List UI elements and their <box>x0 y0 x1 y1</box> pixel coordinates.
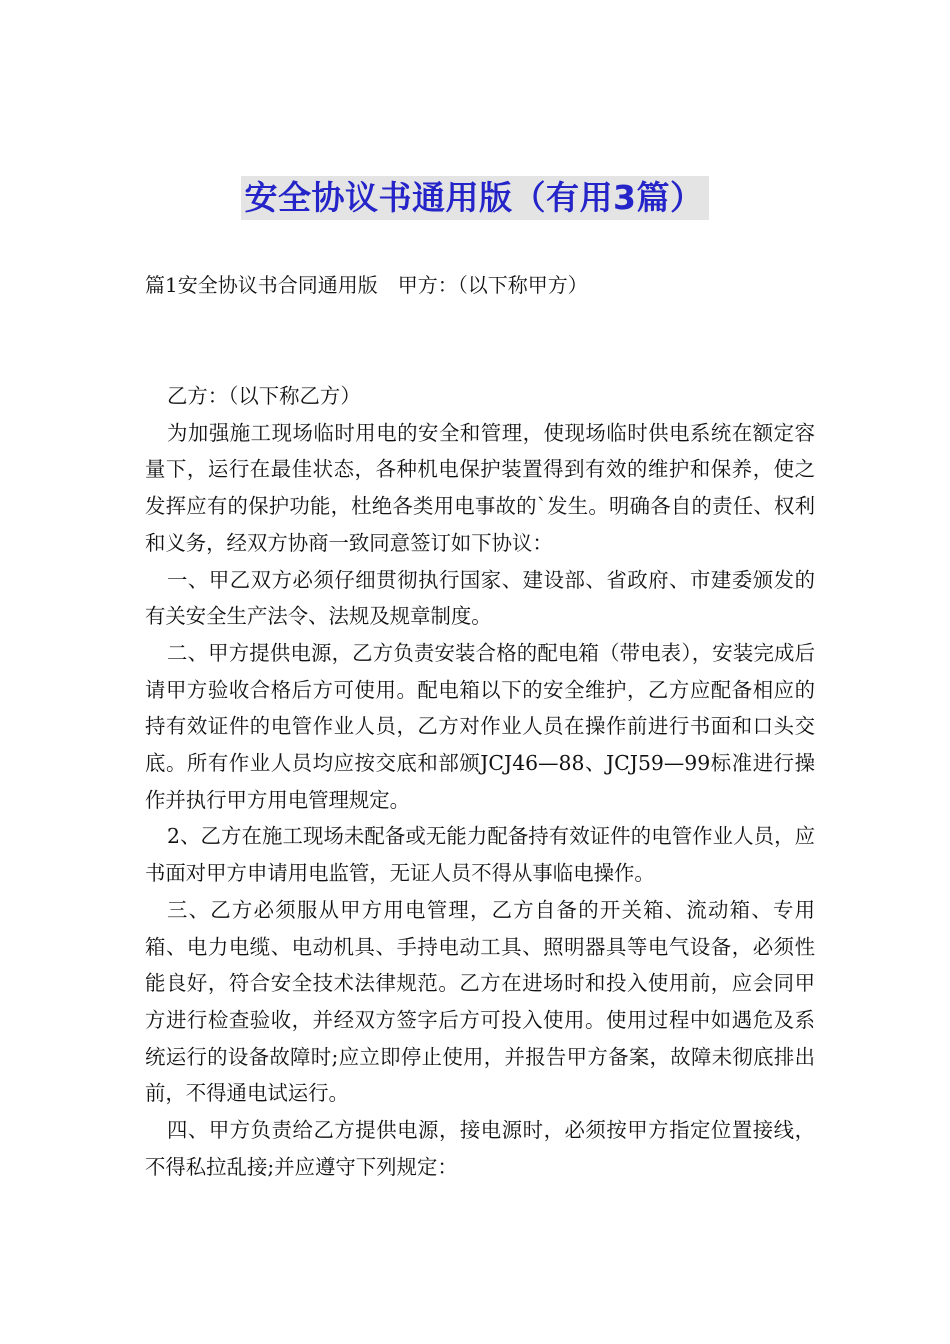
paragraph-intro: 为加强施工现场临时用电的安全和管理，使现场临时供电系统在额定容量下，运行在最佳状态，各种机电保护装置得到有效的维护和保养，使之发挥应有的保护功能，杜绝各类用电事故的`发生。明确各自的责任、权利和义务，经双方协商一致同意签订如下协议： <box>145 420 815 555</box>
paragraph-clause-3: 三、乙方必须服从甲方用电管理，乙方自备的开关箱、流动箱、专用箱、电力电缆、电动机具、手持电动工具、照明器具等电气设备，必须性能良好，符合安全技术法律规范。乙方在进场时和投入使用前，应会同甲方进行检查验收，并经双方签字后方可投入使用。使用过程中如遇危及系统运行的设备故障时;应立即停止使用，并报告甲方备案，故障未彻底排出前，不得通电试运行。 <box>145 897 815 1106</box>
document-body <box>145 378 815 1185</box>
document-title: 安全协议书通用版（有用3篇） <box>241 176 710 220</box>
document-subtitle: 篇1安全协议书合同通用版 甲方：（以下称甲方） <box>145 273 588 297</box>
paragraph-clause-1: 一、甲乙双方必须仔细贯彻执行国家、建设部、省政府、市建委颁发的有关安全生产法令、法规及规章制度。 <box>145 567 815 629</box>
paragraph-party-b: 乙方：（以下称乙方） <box>167 384 361 408</box>
paragraph-clause-4: 四、甲方负责给乙方提供电源，接电源时，必须按甲方指定位置接线，不得私拉乱接;并应遵守下列规定： <box>145 1118 815 1179</box>
paragraph-clause-2-sub: 2、乙方在施工现场未配备或无能力配备持有效证件的电管作业人员，应书面对甲方申请用电监管，无证人员不得从事临电操作。 <box>145 824 815 886</box>
paragraph-clause-2: 二、甲方提供电源，乙方负责安装合格的配电箱（带电表），安装完成后请甲方验收合格后方可使用。配电箱以下的安全维护，乙方应配备相应的持有效证件的电管作业人员，乙方对作业人员在操作前进行书面和口头交底。所有作业人员均应按交底和部颁JCJ46—88、JCJ59—99标准进行操作并执行甲方用电管理规定。 <box>145 640 815 812</box>
title-container <box>0 176 950 220</box>
